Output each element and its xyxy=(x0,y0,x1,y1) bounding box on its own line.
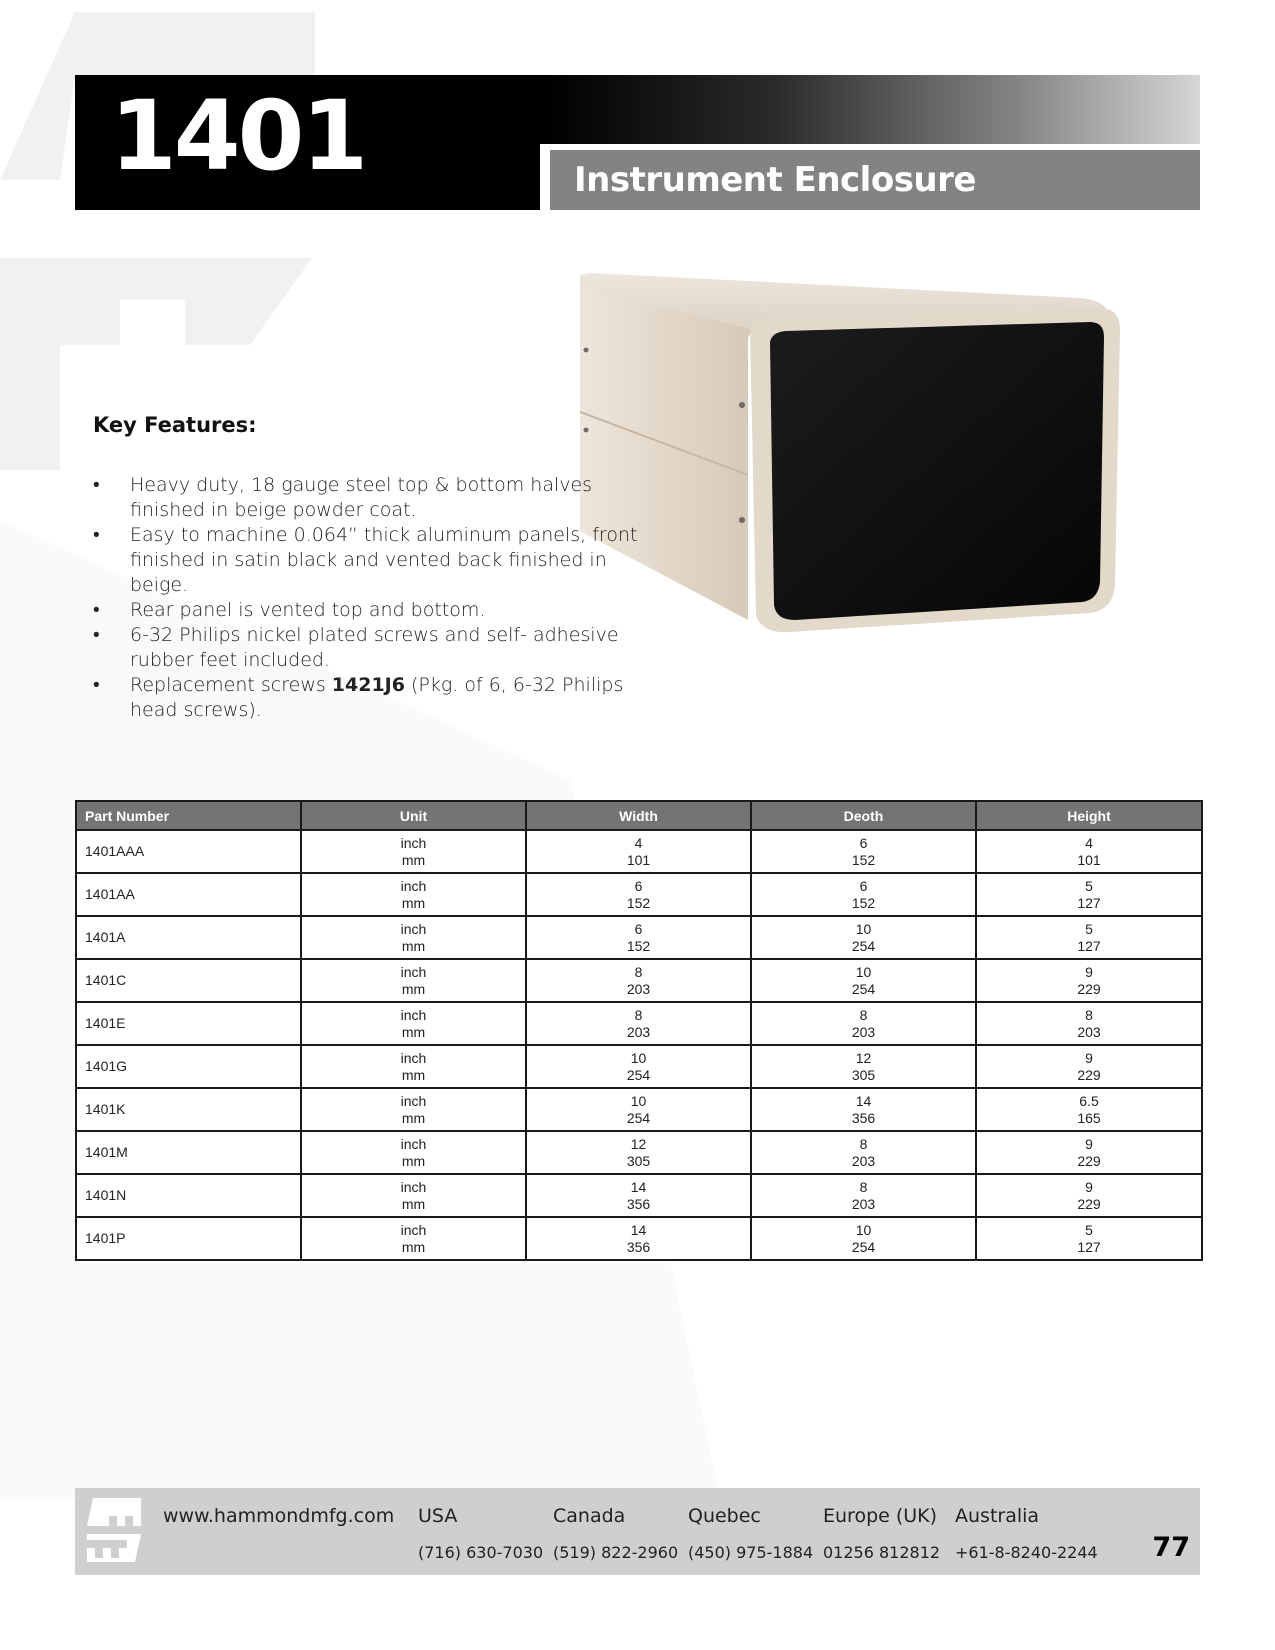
bullet-icon: • xyxy=(93,474,100,496)
unit-cell: inch mm xyxy=(301,1045,526,1088)
unit-cell: inch mm xyxy=(301,1002,526,1045)
part-number: 1401N xyxy=(76,1174,301,1217)
part-number: 1401G xyxy=(76,1045,301,1088)
table-row xyxy=(76,873,1202,916)
feature-item: • Heavy duty, 18 gauge steel top & bottom halves finished in beige powder coat. xyxy=(93,474,593,521)
part-number: 1401AAA xyxy=(76,830,301,873)
depth-cell: 6 152 xyxy=(751,830,976,873)
unit-cell: inch mm xyxy=(301,1217,526,1260)
unit-cell: inch mm xyxy=(301,830,526,873)
bullet-icon: • xyxy=(93,624,100,646)
table-row xyxy=(76,1088,1202,1131)
part-number: 1401A xyxy=(76,916,301,959)
part-number: 1401C xyxy=(76,959,301,1002)
table-row xyxy=(76,959,1202,1002)
table-row xyxy=(76,1174,1202,1217)
phone-quebec: (450) 975-1884 xyxy=(688,1543,814,1562)
location-usa: USA xyxy=(418,1505,458,1527)
part-number: 1401AA xyxy=(76,873,301,916)
height-cell: 9 229 xyxy=(976,1131,1202,1174)
height-cell: 9 229 xyxy=(976,1174,1202,1217)
height-cell: 9 229 xyxy=(976,1045,1202,1088)
width-cell: 4 101 xyxy=(526,830,751,873)
table-row xyxy=(76,1217,1202,1260)
width-cell: 8 203 xyxy=(526,959,751,1002)
height-cell: 5 127 xyxy=(976,873,1202,916)
height-cell: 9 229 xyxy=(976,959,1202,1002)
column-header-unit: Unit xyxy=(301,801,526,830)
depth-cell: 8 203 xyxy=(751,1131,976,1174)
depth-cell: 10 254 xyxy=(751,1217,976,1260)
bullet-icon: • xyxy=(93,524,100,546)
depth-cell: 14 356 xyxy=(751,1088,976,1131)
table-row xyxy=(76,1045,1202,1088)
depth-cell: 12 305 xyxy=(751,1045,976,1088)
depth-cell: 10 254 xyxy=(751,916,976,959)
width-cell: 10 254 xyxy=(526,1045,751,1088)
model-number: 1401 xyxy=(110,80,366,192)
phone-canada: (519) 822-2960 xyxy=(553,1543,679,1562)
height-cell: 6.5 165 xyxy=(976,1088,1202,1131)
table-row xyxy=(76,1002,1202,1045)
column-header-width: Width xyxy=(526,801,751,830)
height-cell: 5 127 xyxy=(976,1217,1202,1260)
feature-item: • Rear panel is vented top and bottom. xyxy=(93,599,486,621)
width-cell: 14 356 xyxy=(526,1174,751,1217)
table-row xyxy=(76,830,1202,873)
depth-cell: 10 254 xyxy=(751,959,976,1002)
table-row xyxy=(76,916,1202,959)
unit-cell: inch mm xyxy=(301,959,526,1002)
depth-cell: 6 152 xyxy=(751,873,976,916)
bullet-icon: • xyxy=(93,674,100,696)
height-cell: 8 203 xyxy=(976,1002,1202,1045)
product-title: Instrument Enclosure xyxy=(574,160,976,200)
feature-item: • Easy to machine 0.064” thick aluminum panels, front finished in satin black and vented back finished in beige. xyxy=(93,524,638,596)
bullet-icon: • xyxy=(93,599,100,621)
height-cell: 5 127 xyxy=(976,916,1202,959)
height-cell: 4 101 xyxy=(976,830,1202,873)
website-link[interactable]: www.hammondmfg.com xyxy=(163,1505,395,1527)
width-cell: 6 152 xyxy=(526,873,751,916)
location-canada: Canada xyxy=(553,1505,626,1527)
depth-cell: 8 203 xyxy=(751,1174,976,1217)
phone-usa: (716) 630-7030 xyxy=(418,1543,544,1562)
width-cell: 14 356 xyxy=(526,1217,751,1260)
replacement-screw-part: 1421J6 xyxy=(331,674,405,696)
footer-bar xyxy=(75,1488,1200,1575)
depth-cell: 8 203 xyxy=(751,1002,976,1045)
hammond-logo-icon xyxy=(85,1496,143,1566)
location-quebec: Quebec xyxy=(688,1505,761,1527)
dimensions-table xyxy=(75,800,1203,1261)
features-list xyxy=(93,473,653,723)
column-header-part-number: Part Number xyxy=(76,801,301,830)
table-row xyxy=(76,1131,1202,1174)
location-australia: Australia xyxy=(955,1505,1040,1527)
width-cell: 10 254 xyxy=(526,1088,751,1131)
width-cell: 8 203 xyxy=(526,1002,751,1045)
unit-cell: inch mm xyxy=(301,1131,526,1174)
unit-cell: inch mm xyxy=(301,1174,526,1217)
table-header-row xyxy=(76,801,1202,830)
part-number: 1401P xyxy=(76,1217,301,1260)
width-cell: 12 305 xyxy=(526,1131,751,1174)
width-cell: 6 152 xyxy=(526,916,751,959)
column-header-height: Height xyxy=(976,801,1202,830)
part-number: 1401M xyxy=(76,1131,301,1174)
column-header-depth: Deoth xyxy=(751,801,976,830)
part-number: 1401E xyxy=(76,1002,301,1045)
unit-cell: inch mm xyxy=(301,916,526,959)
phone-europe: 01256 812812 xyxy=(823,1543,941,1562)
feature-item: • 6-32 Philips nickel plated screws and self- adhesive rubber feet included. xyxy=(93,624,619,671)
feature-item: • Replacement screws 1421J6 (Pkg. of 6, 6-32 Philips head screws). xyxy=(93,674,624,721)
enclosure-product-image xyxy=(580,270,1180,680)
unit-cell: inch mm xyxy=(301,873,526,916)
key-features-heading: Key Features: xyxy=(93,413,257,437)
unit-cell: inch mm xyxy=(301,1088,526,1131)
part-number: 1401K xyxy=(76,1088,301,1131)
title-bar xyxy=(540,144,1200,210)
phone-australia: +61-8-8240-2244 xyxy=(955,1543,1098,1562)
location-europe: Europe (UK) xyxy=(823,1505,938,1527)
page-number: 77 xyxy=(1152,1532,1190,1563)
